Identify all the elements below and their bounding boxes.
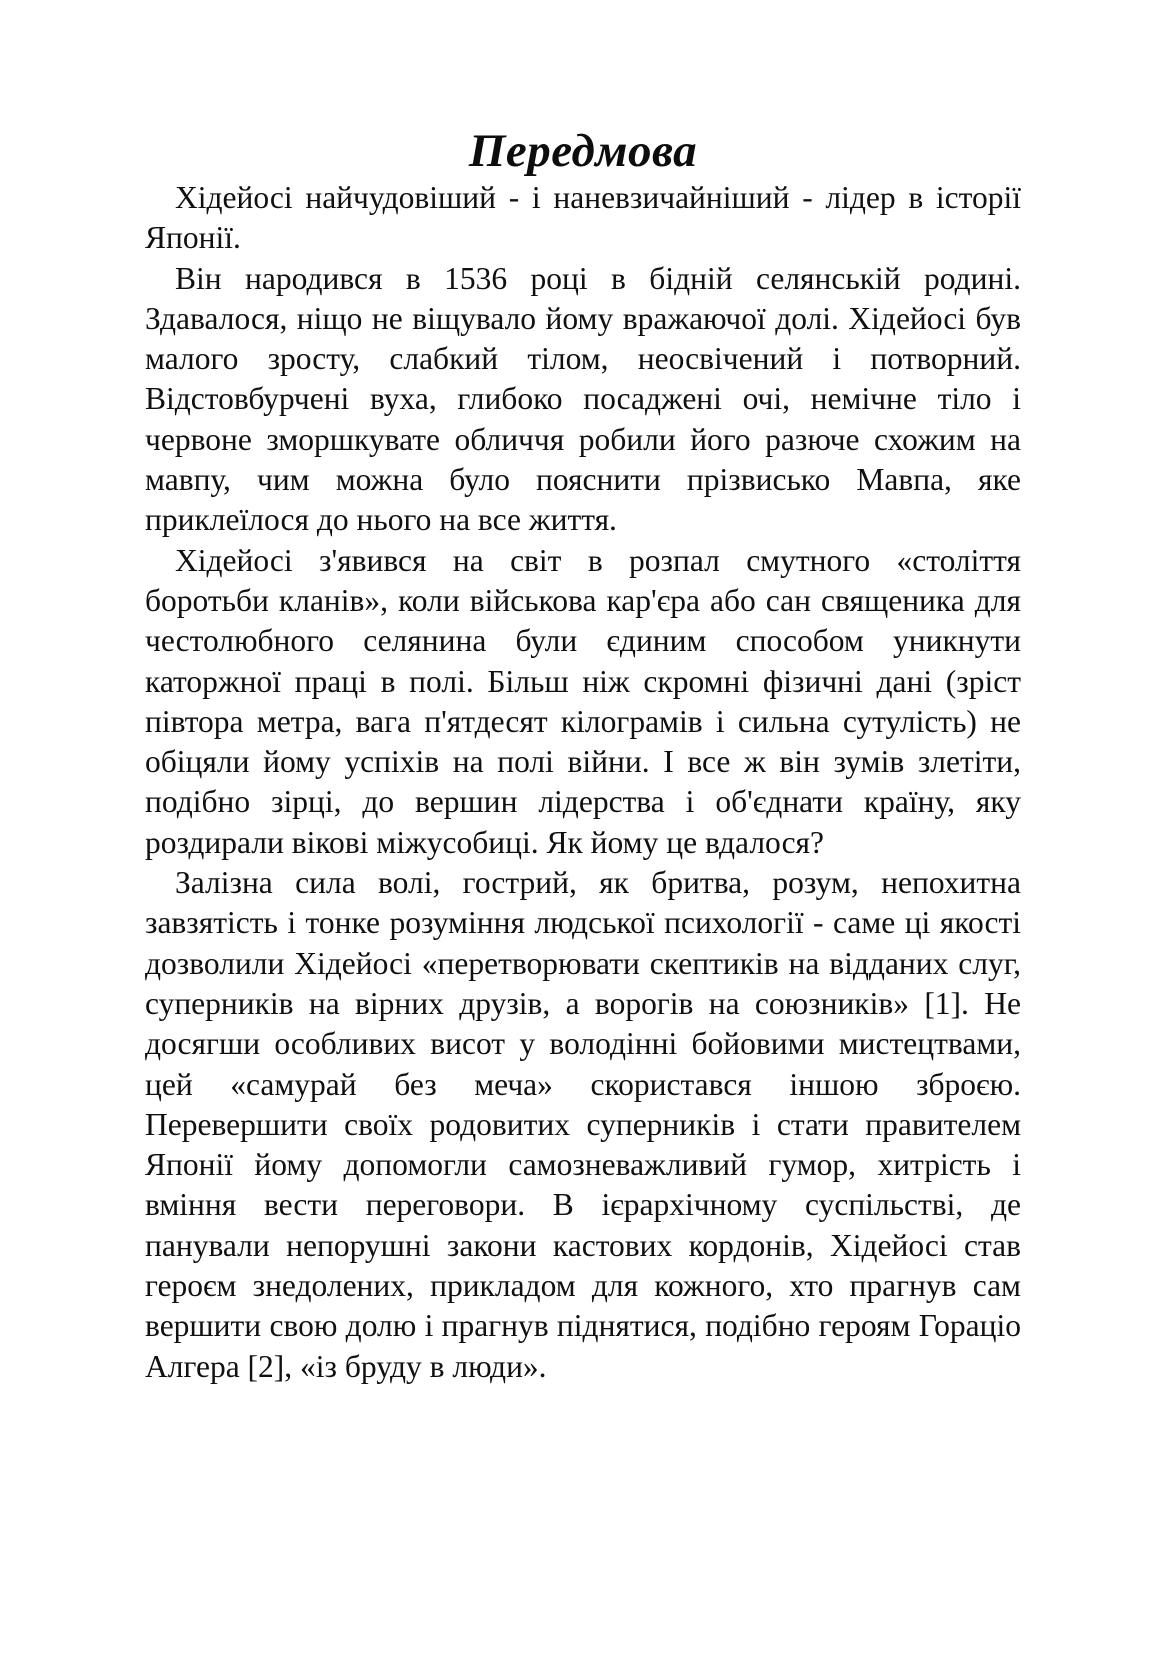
paragraph: Хідейосі найчудовіший - і наневзичайніший - лідер в історії Японії.: [145, 180, 1021, 256]
body-copy: [145, 178, 1021, 1387]
paragraph: Він народився в 1536 році в бідній селянській родині. Здавалося, ніщо не віщувало йому вражаючої долі. Хідейосі був малого зросту, слабкий тілом, неосвічений і потворний. Відстовбурчені вуха, глибоко посаджені очі, немічне тіло і червоне зморшкувате обличчя робили його разюче схожим на мавпу, чим можна було пояснити прізвисько Мавпа, яке приклеїлося до нього на все життя.: [145, 260, 1021, 538]
paragraph: Хідейосі з'явився на світ в розпал смутного «століття боротьби кланів», коли військова кар'єра або сан священика для честолюбного селянина були єдиним способом уникнути каторжної праці в полі. Більш ніж скромні фізичні дані (зріст півтора метра, вага п'ятдесят кілограмів і сильна сутулість) не обіцяли йому успіхів на полі війни. І все ж він зумів злетіти, подібно зірці, до вершин лідерства і об'єднати країну, яку роздирали вікові міжусобиці. Як йому це вдалося?: [145, 542, 1021, 860]
document-body: [145, 178, 1021, 1387]
page-title: Передмова: [468, 125, 698, 177]
paragraph: Залізна сила волі, гострий, як бритва, розум, непохитна завзятість і тонке розуміння людської психології - саме ці якості дозволили Хідейосі «перетворювати скептиків на відданих слуг, суперників на вірних друзів, а ворогів на союзників» [1]. Не досягши особливих висот у володінні бойовими мистецтвами, цей «самурай без меча» скористався іншою зброєю. Перевершити своїх родовитих суперників і стати правителем Японії йому допомогли самозневажливий гумор, хитрість і вміння вести переговори. В ієрархічному суспільстві, де панували непорушні закони кастових кордонів, Хідейосі став героєм знедолених, прикладом для кожного, хто прагнув сам вершити свою долю і прагнув піднятися, подібно героям Гораціо Алгера [2], «із бруду в люди».: [145, 865, 1021, 1384]
